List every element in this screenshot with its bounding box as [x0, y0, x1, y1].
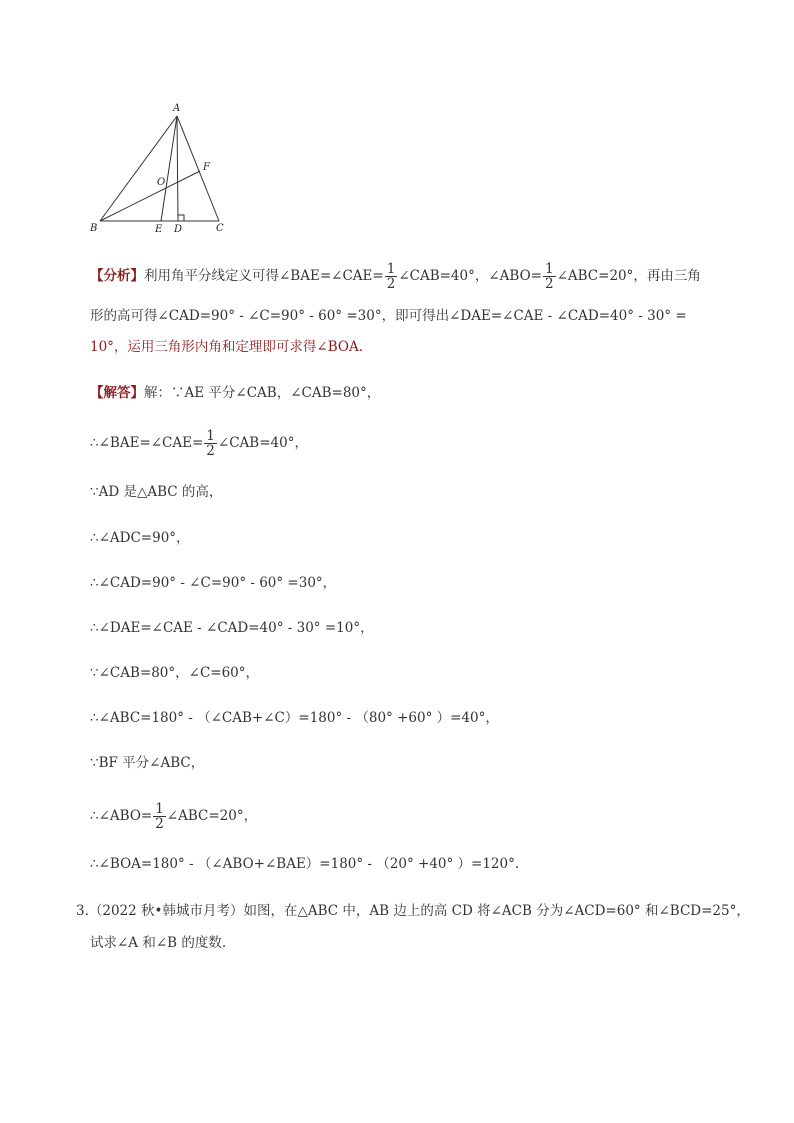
analysis-line-1	[90, 262, 701, 291]
label-c: C	[216, 223, 224, 234]
label-o: O	[157, 177, 166, 188]
solution-line-3: ∵AD 是△ABC 的高，	[90, 484, 223, 500]
side-ac	[177, 116, 219, 221]
segment-ad	[177, 116, 178, 221]
label-a: A	[173, 103, 181, 114]
analysis-text-1c: ∠ABC=20°，再由三角	[556, 268, 701, 284]
analysis-tag: 【分析】	[90, 268, 144, 284]
fraction-half: $\frac{1}{2}$	[386, 261, 396, 292]
solution-text-1: 解：∵AE 平分∠CAB，∠CAB=80°，	[144, 385, 381, 401]
solution-line-6: ∴∠DAE=∠CAE - ∠CAD=40° - 30° =10°，	[90, 620, 374, 636]
fraction-half: $\frac{1}{2}$	[206, 428, 215, 459]
solution-text-2b: ∠CAB=40°，	[217, 435, 308, 451]
solution-line-10	[90, 802, 257, 831]
solution-line-8: ∴∠ABC=180° - （∠CAB+∠C）=180° - （80° +60° ）=40°，	[90, 710, 499, 726]
segment-bf	[100, 171, 200, 221]
problem-3-line-1: 3.（2022 秋•韩城市月考）如图，在△ABC 中，AB 边上的高 CD 将∠ACB 分为∠ACD=60° 和∠BCD=25°，	[76, 903, 750, 919]
problem-3-line-2: 试求∠A 和∠B 的度数.	[90, 935, 227, 951]
right-angle-mark	[178, 215, 184, 221]
fraction-half: $\frac{1}{2}$	[544, 261, 554, 292]
solution-line-9: ∵BF 平分∠ABC，	[90, 755, 205, 771]
label-e: E	[155, 224, 163, 235]
triangle-figure	[82, 98, 242, 238]
fraction-half: $\frac{1}{2}$	[155, 801, 164, 832]
analysis-text-1b: ∠CAB=40°，∠ABO=	[398, 268, 542, 284]
analysis-line-2: 形的高可得∠CAD=90° - ∠C=90° - 60° =30°，即可得出∠DAE=∠CAE - ∠CAD=40° - 30° =	[90, 308, 687, 324]
solution-line-2	[90, 429, 308, 458]
solution-line-5: ∴∠CAD=90° - ∠C=90° - 60° =30°，	[90, 575, 337, 591]
label-d: D	[174, 224, 183, 235]
solution-text-2a: ∴∠BAE=∠CAE=	[90, 435, 204, 451]
label-b: B	[90, 223, 98, 234]
solution-line-11: ∴∠BOA=180° - （∠ABO+∠BAE）=180° - （20° +40° ）=120°.	[90, 856, 520, 872]
analysis-line-3: 10°，运用三角形内角和定理即可求得∠BOA.	[90, 339, 364, 355]
solution-line-1	[90, 384, 380, 402]
segment-ae	[161, 116, 177, 221]
solution-line-7: ∵∠CAB=80°，∠C=60°，	[90, 665, 260, 681]
solution-text-10a: ∴∠ABO=	[90, 808, 153, 824]
side-ab	[100, 116, 177, 221]
solution-line-4: ∴∠ADC=90°，	[90, 530, 190, 546]
solution-tag: 【解答】	[90, 385, 144, 401]
solution-text-10b: ∠ABC=20°，	[166, 808, 258, 824]
label-f: F	[203, 162, 210, 173]
analysis-text-1a: 利用角平分线定义可得∠BAE=∠CAE=	[144, 268, 384, 284]
